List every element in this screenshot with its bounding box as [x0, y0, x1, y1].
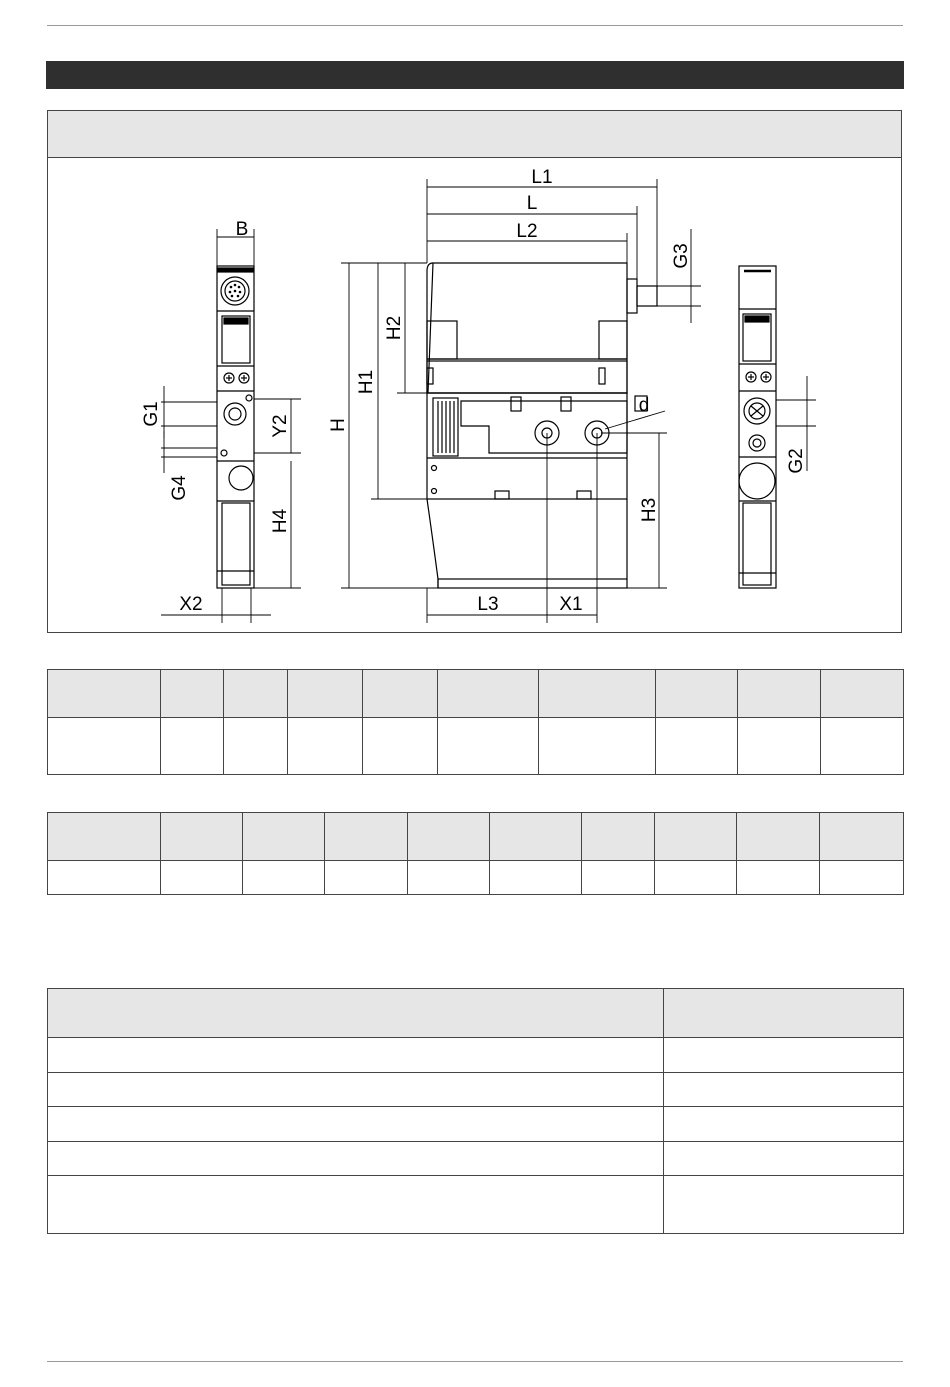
table-a-header-cell	[539, 670, 656, 718]
table-a-cell	[438, 718, 539, 775]
dim-label-b: B	[235, 219, 249, 240]
dim-label-g1: G1	[141, 401, 162, 427]
table-b-cell	[820, 861, 904, 895]
properties-cell	[48, 1073, 664, 1107]
table-a-cell	[48, 718, 161, 775]
table-b-cell	[161, 861, 243, 895]
table-a-cell	[821, 718, 904, 775]
table-b-header-cell	[243, 813, 325, 861]
section-title-bar	[46, 61, 904, 89]
left-side-view	[217, 266, 254, 588]
dim-label-l: L	[526, 193, 538, 214]
table-b-header-cell	[820, 813, 904, 861]
properties-row	[48, 1073, 904, 1107]
table-b-header-cell	[48, 813, 161, 861]
properties-cell	[48, 1142, 664, 1176]
properties-cell	[48, 1176, 664, 1234]
properties-cell	[664, 1176, 904, 1234]
table-a-header-row	[48, 670, 904, 718]
table-a-cell	[363, 718, 438, 775]
table-a-header-cell	[738, 670, 821, 718]
top-rule	[47, 25, 903, 26]
dim-label-y2: Y2	[270, 414, 291, 438]
properties-row	[48, 1142, 904, 1176]
dimension-drawing-panel	[47, 110, 902, 633]
front-view	[427, 263, 657, 588]
dim-label-h3: H3	[639, 497, 660, 523]
properties-header-row	[48, 989, 904, 1038]
dim-label-l1: L1	[531, 167, 553, 188]
properties-cell	[48, 1038, 664, 1073]
table-b-header-cell	[737, 813, 820, 861]
table-a-cell	[224, 718, 288, 775]
properties-cell	[664, 1038, 904, 1073]
dim-label-g2: G2	[786, 448, 807, 474]
properties-cell	[664, 1107, 904, 1142]
table-a-cell	[656, 718, 738, 775]
table-a-header-cell	[363, 670, 438, 718]
table-b-header-cell	[161, 813, 243, 861]
dim-label-x2: X2	[179, 594, 203, 615]
properties-cell	[664, 1073, 904, 1107]
dim-label-g3: G3	[671, 243, 692, 269]
table-a-cell	[738, 718, 821, 775]
dim-label-g4: G4	[169, 475, 190, 501]
table-b-cell	[655, 861, 737, 895]
dim-label-h1: H1	[356, 369, 377, 395]
table-b-cell	[737, 861, 820, 895]
table-a-value-row	[48, 718, 904, 775]
dimensions-table-a	[47, 669, 904, 775]
table-b-value-row	[48, 861, 904, 895]
properties-cell	[664, 1142, 904, 1176]
table-b-header-cell	[582, 813, 655, 861]
dim-label-d: d	[638, 395, 650, 416]
table-a-header-cell	[224, 670, 288, 718]
right-side-view	[739, 266, 776, 588]
dim-label-x1: X1	[559, 594, 583, 615]
table-a-cell	[288, 718, 363, 775]
properties-table	[47, 988, 904, 1234]
table-a-header-cell	[656, 670, 738, 718]
properties-row	[48, 1107, 904, 1142]
dim-label-h: H	[328, 418, 349, 432]
table-b-header-cell	[655, 813, 737, 861]
table-b-cell	[408, 861, 490, 895]
table-a-header-cell	[48, 670, 161, 718]
properties-cell	[48, 1107, 664, 1142]
table-a-cell	[539, 718, 656, 775]
table-a-cell	[161, 718, 224, 775]
table-b-header-cell	[325, 813, 408, 861]
table-b-cell	[48, 861, 161, 895]
dim-label-l2: L2	[516, 221, 538, 242]
dimensions-table-b	[47, 812, 904, 895]
table-a-header-cell	[288, 670, 363, 718]
table-b-cell	[582, 861, 655, 895]
dim-label-h4: H4	[270, 508, 291, 534]
dim-label-l3: L3	[477, 594, 499, 615]
bottom-rule	[47, 1361, 903, 1362]
table-b-header-row	[48, 813, 904, 861]
properties-header-cell	[48, 989, 664, 1038]
table-a-header-cell	[161, 670, 224, 718]
table-b-header-cell	[408, 813, 490, 861]
table-b-cell	[243, 861, 325, 895]
table-a-header-cell	[821, 670, 904, 718]
table-a-header-cell	[438, 670, 539, 718]
table-b-cell	[490, 861, 582, 895]
properties-header-cell	[664, 989, 904, 1038]
properties-row	[48, 1038, 904, 1073]
dimension-drawing	[48, 111, 903, 634]
dim-label-h2: H2	[384, 315, 405, 341]
table-b-cell	[325, 861, 408, 895]
table-b-header-cell	[490, 813, 582, 861]
properties-row	[48, 1176, 904, 1234]
